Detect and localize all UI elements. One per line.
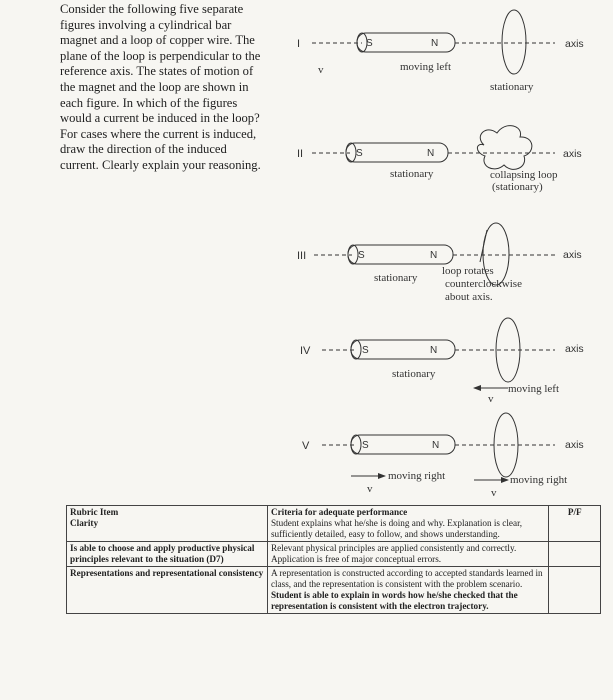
loop-motion-label: collapsing loop [490, 169, 558, 181]
rubric-table [66, 505, 601, 614]
loop-motion-label: about axis. [445, 291, 493, 303]
south-pole-label: S [362, 440, 369, 451]
question-line: reference axis. The states of motion of [60, 64, 254, 79]
table-row [67, 567, 601, 614]
rubric-item-header: Rubric Item [70, 507, 119, 517]
axis-label: axis [563, 249, 582, 261]
question-line: Consider the following five separate [60, 2, 244, 16]
figure-1-numeral: I [297, 38, 301, 50]
question-line: figures involving a cylindrical bar [60, 17, 232, 32]
rubric-item: Is able to choose and apply productive physical principles relevant to the situation (D7) [67, 542, 268, 567]
north-pole-label: N [432, 440, 440, 451]
north-pole-label: N [431, 38, 439, 49]
axis-label: axis [563, 148, 582, 160]
figure-2-numeral: II [297, 148, 304, 160]
south-pole-label: S [356, 148, 363, 159]
north-pole-label: N [430, 250, 438, 261]
table-cell [267, 506, 549, 542]
north-pole-label: N [427, 148, 435, 159]
loop-motion-label: moving right [510, 474, 568, 486]
criteria-text-bold: Student is able to explain in words how he/she checked that the representation is consistent with the electron trajectory. [270, 590, 518, 611]
magnet-motion-label: stationary [374, 272, 418, 284]
table-row [67, 506, 601, 542]
south-pole-label: S [362, 345, 369, 356]
magnet-motion-label: moving right [388, 470, 446, 482]
pf-value [549, 542, 601, 567]
axis-label: axis [565, 343, 584, 355]
question-line: each figure. In which of the figures [60, 95, 238, 110]
loop-motion-label: loop rotates [442, 265, 494, 277]
loop-motion-label: counterclockwise [445, 278, 522, 290]
table-cell [267, 567, 549, 614]
criteria-text: Relevant physical principles are applied consistently and correctly. Application is free of major conceptual errors. [267, 542, 549, 567]
axis-label: axis [565, 38, 584, 50]
criteria-text: Student explains what he/she is doing and why. Explanation is clear, sufficiently detailed, easy to follow, and shows understanding. [270, 518, 523, 539]
stray-mark: v [318, 64, 324, 76]
criteria-header: Criteria for adequate performance [270, 507, 408, 517]
figure-3-numeral: III [297, 250, 307, 262]
stray-mark: v [491, 487, 497, 499]
pf-header: P/F [567, 507, 582, 517]
table-row [67, 542, 601, 567]
question-line: draw the direction of the induced [60, 142, 227, 157]
criteria-text: A representation is constructed according to accepted standards learned in class, and the representation is consistent with the problem scenario. [270, 568, 543, 589]
figure-4 [322, 318, 555, 388]
loop-motion-label: (stationary) [492, 181, 543, 193]
loop-motion-label: moving left [508, 383, 560, 395]
pf-value [549, 567, 601, 614]
question-line: the magnet and the loop are shown in [60, 79, 249, 94]
magnet-motion-label: stationary [392, 368, 436, 380]
figure-5-numeral: V [302, 440, 310, 452]
table-cell [549, 506, 601, 542]
question-line: plane of the loop is perpendicular to the [60, 48, 261, 63]
question-line: would a current be induced in the loop? [60, 111, 260, 126]
table-cell [67, 506, 268, 542]
question-line: magnet and a loop of copper wire. The [60, 33, 255, 48]
rubric-item: Representations and representational consistency [67, 567, 268, 614]
stray-mark: v [367, 483, 373, 495]
magnet-motion-label: stationary [390, 168, 434, 180]
magnet-motion-label: moving left [400, 61, 452, 73]
copper-loop [502, 10, 526, 74]
figure-4-numeral: IV [300, 345, 311, 357]
question-line: For cases where the current is induced, [60, 126, 257, 141]
rubric-item: Clarity [70, 518, 99, 528]
south-pole-label: S [358, 250, 365, 261]
question-line: current. Clearly explain your reasoning. [60, 157, 261, 172]
stray-mark: v [488, 393, 494, 405]
axis-label: axis [565, 439, 584, 451]
loop-motion-label: stationary [490, 81, 534, 93]
collapsing-loop [477, 126, 532, 170]
north-pole-label: N [430, 345, 438, 356]
south-pole-label: S [366, 38, 373, 49]
